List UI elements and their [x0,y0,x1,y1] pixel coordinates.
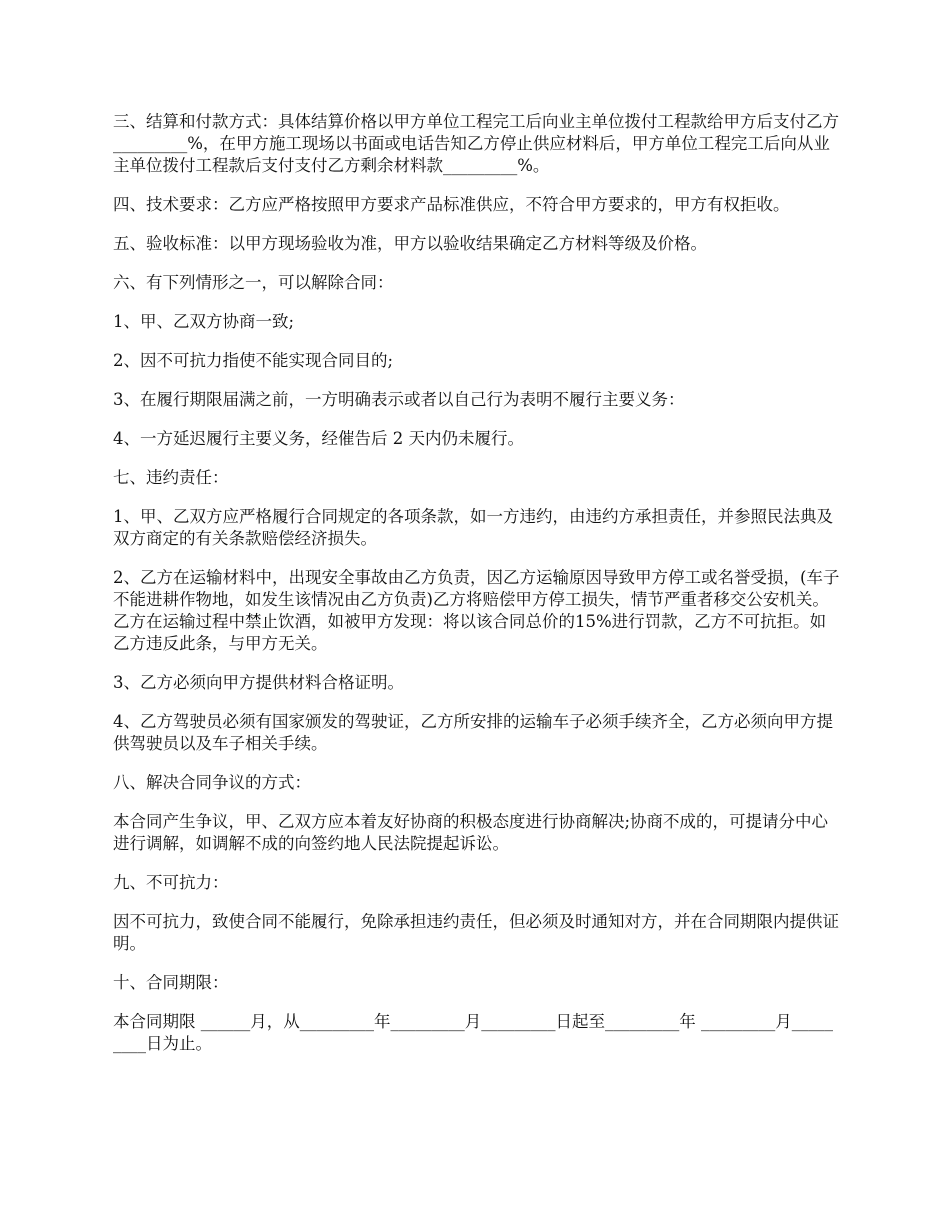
clause-6-item-4: 4、一方延迟履行主要义务，经催告后 2 天内仍未履行。 [113,429,524,448]
clause-8-body: 本合同产生争议，甲、乙双方应本着友好协商的积极态度进行协商解决;协商不成的，可提请分中心进行调解，如调解不成的向签约地人民法院提起诉讼。 [113,812,829,853]
clause-7-heading: 七、违约责任： [113,468,229,487]
clause-6-heading: 六、有下列情形之一，可以解除合同： [113,273,394,292]
clause-5-acceptance-standard: 五、验收标准：以甲方现场验收为准，甲方以验收结果确定乙方材料等级及价格。 [113,234,707,253]
clause-7-item-3: 3、乙方必须向甲方提供材料合格证明。 [113,673,404,692]
clause-6-item-1: 1、甲、乙双方协商一致; [113,312,295,331]
clause-7-item-1: 1、甲、乙双方应严格履行合同规定的各项条款，如一方违约，由违约方承担责任，并参照民法典及双方商定的有关条款赔偿经济损失。 [113,507,833,548]
clause-6-item-2: 2、因不可抗力指使不能实现合同目的; [113,351,394,370]
clause-10-body: 本合同期限 ______月，从_________年_________月_________日起至_________年 _________月_________日为止。 [113,1012,833,1053]
document-body [113,111,841,1072]
clause-6-item-3: 3、在履行期限届满之前，一方明确表示或者以自己行为表明不履行主要义务： [113,390,685,409]
clause-4-technical-requirements: 四、技术要求：乙方应严格按照甲方要求产品标准供应，不符合甲方要求的，甲方有权拒收。 [113,195,790,214]
clause-10-heading: 十、合同期限： [113,973,229,992]
clause-3-settlement-payment: 三、结算和付款方式：具体结算价格以甲方单位工程完工后向业主单位拨付工程款给甲方后支付乙方_________%，在甲方施工现场以书面或电话告知乙方停止供应材料后，甲方单位工程完工后向从业主单位拨付工程款后支付支付乙方剩余材料款_________%。 [113,112,839,175]
clause-8-heading: 八、解决合同争议的方式： [113,773,311,792]
clause-9-body: 因不可抗力，致使合同不能履行，免除承担违约责任，但必须及时通知对方，并在合同期限内提供证明。 [113,912,839,953]
clause-9-heading: 九、不可抗力： [113,873,229,892]
clause-7-item-4: 4、乙方驾驶员必须有国家颁发的驾驶证，乙方所安排的运输车子必须手续齐全，乙方必须向甲方提供驾驶员以及车子相关手续。 [113,712,833,753]
clause-7-item-2: 2、乙方在运输材料中，出现安全事故由乙方负责，因乙方运输原因导致甲方停工或名誉受损，(车子不能进耕作物地，如发生该情况由乙方负责)乙方将赔偿甲方停工损失，情节严重者移交公安机关。乙方在运输过程中禁止饮酒，如被甲方发现：将以该合同总价的15%进行罚款，乙方不可抗拒。如乙方违反此条，与甲方无关。 [113,568,840,653]
